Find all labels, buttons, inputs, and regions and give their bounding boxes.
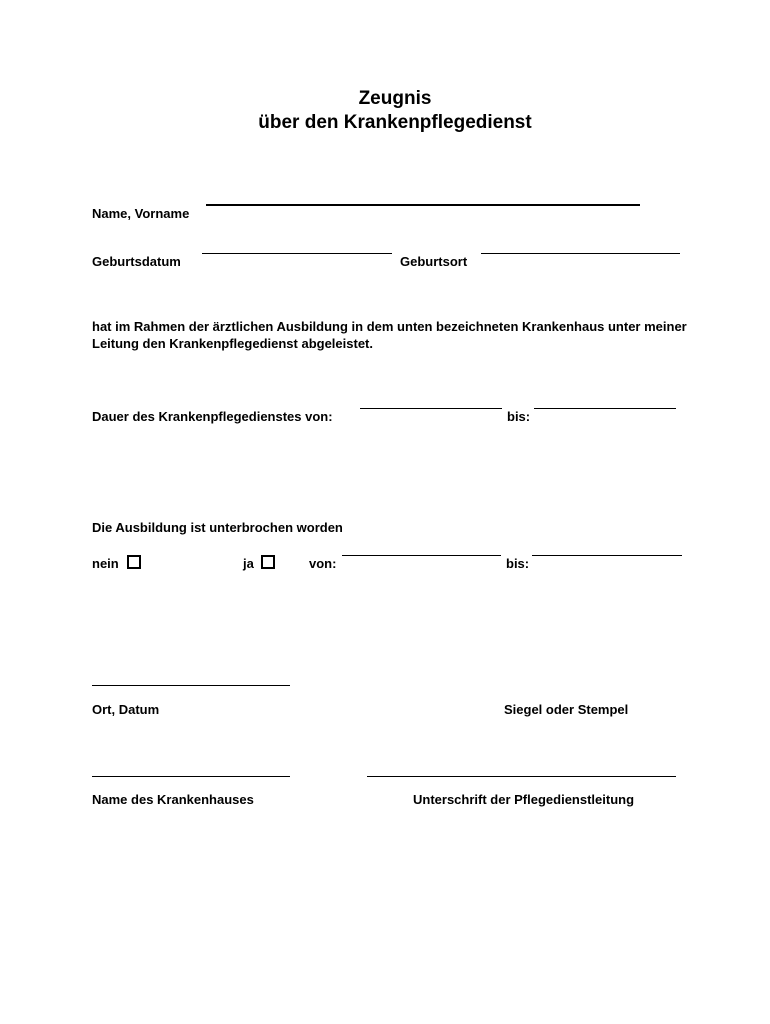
krankenhaus-field-line[interactable] [92, 776, 290, 777]
geburtsdatum-label: Geburtsdatum [92, 254, 181, 269]
interruption-bis-field-line[interactable] [532, 555, 682, 556]
ja-label: ja [243, 556, 254, 571]
duration-label: Dauer des Krankenpflegedienstes von: [92, 409, 333, 424]
nein-checkbox[interactable] [127, 555, 141, 569]
duration-von-field-line[interactable] [360, 408, 502, 409]
interruption-von-label: von: [309, 556, 337, 571]
name-label: Name, Vorname [92, 206, 190, 221]
name-field-line[interactable] [206, 204, 640, 206]
ort-datum-field-line[interactable] [92, 685, 290, 686]
interruption-bis-label: bis: [506, 556, 530, 571]
ort-datum-label: Ort, Datum [92, 702, 160, 717]
nein-label: nein [92, 556, 119, 571]
document-title: Zeugnis [358, 88, 432, 109]
geburtsort-field-line[interactable] [481, 253, 680, 254]
krankenhaus-label: Name des Krankenhauses [92, 792, 254, 807]
duration-bis-field-line[interactable] [534, 408, 676, 409]
unterschrift-label: Unterschrift der Pflegedienstleitung [413, 792, 635, 807]
geburtsort-label: Geburtsort [400, 254, 468, 269]
duration-bis-label: bis: [507, 409, 531, 424]
geburtsdatum-field-line[interactable] [202, 253, 392, 254]
ja-checkbox[interactable] [261, 555, 275, 569]
unterschrift-field-line[interactable] [367, 776, 676, 777]
siegel-label: Siegel oder Stempel [504, 702, 629, 717]
interruption-heading: Die Ausbildung ist unterbrochen worden [92, 520, 343, 535]
document-subtitle: über den Krankenpflegedienst [258, 112, 532, 133]
interruption-von-field-line[interactable] [342, 555, 501, 556]
statement-text: hat im Rahmen der ärztlichen Ausbildung in dem unten bezeichneten Krankenhaus unter meiner Leitung den Krankenpflegedienst abgeleistet. [92, 319, 687, 351]
